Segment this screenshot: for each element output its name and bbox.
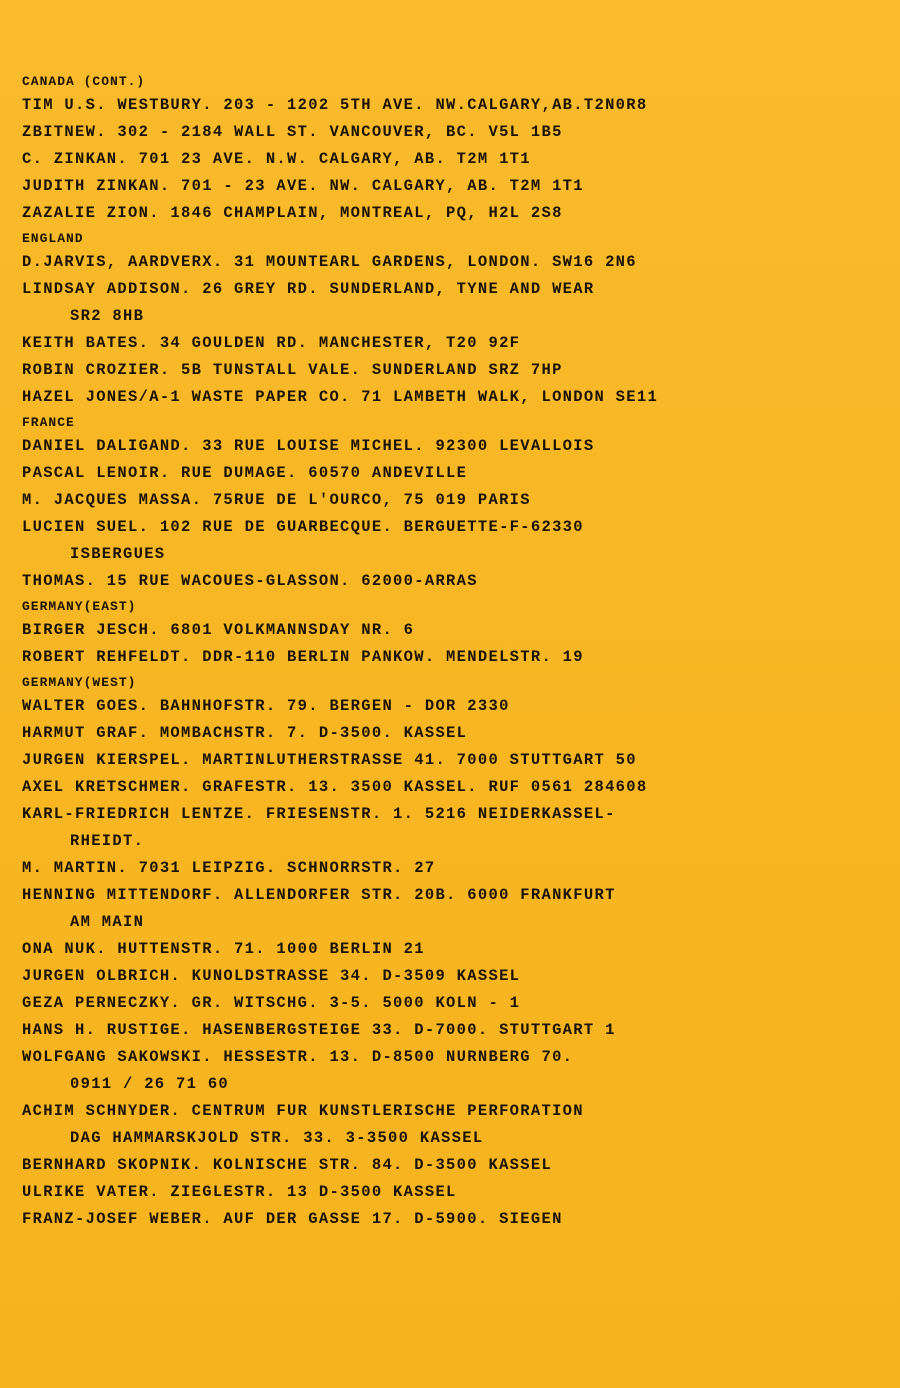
address-line: LINDSAY ADDISON. 26 GREY RD. SUNDERLAND, TYNE AND WEAR xyxy=(22,280,595,298)
address-list xyxy=(22,70,882,1233)
address-entry xyxy=(22,146,882,173)
address-continuation: RHEIDT. xyxy=(70,832,145,850)
address-entry xyxy=(22,774,882,801)
address-entry xyxy=(22,568,882,595)
address-entry xyxy=(22,1044,882,1098)
address-line: ZBITNEW. 302 - 2184 WALL ST. VANCOUVER, BC. V5L 1B5 xyxy=(22,123,563,141)
address-entry xyxy=(22,92,882,119)
address-continuation: AM MAIN xyxy=(70,913,145,931)
address-line: KARL-FRIEDRICH LENTZE. FRIESENSTR. 1. 5216 NEIDERKASSEL- xyxy=(22,805,616,823)
address-continuation: 0911 / 26 71 60 xyxy=(70,1075,230,1093)
address-entry xyxy=(22,119,882,146)
address-entry xyxy=(22,801,882,855)
address-entry xyxy=(22,249,882,276)
address-line: ACHIM SCHNYDER. CENTRUM FUR KUNSTLERISCHE PERFORATION xyxy=(22,1102,584,1120)
address-entry xyxy=(22,644,882,671)
address-line: DANIEL DALIGAND. 33 RUE LOUISE MICHEL. 92300 LEVALLOIS xyxy=(22,437,595,455)
address-line: KEITH BATES. 34 GOULDEN RD. MANCHESTER, T20 92F xyxy=(22,334,521,352)
address-entry xyxy=(22,1179,882,1206)
address-entry xyxy=(22,1098,882,1152)
address-line: JUDITH ZINKAN. 701 - 23 AVE. NW. CALGARY, AB. T2M 1T1 xyxy=(22,177,584,195)
address-entry xyxy=(22,990,882,1017)
country-section xyxy=(22,70,882,227)
country-section xyxy=(22,411,882,595)
country-section xyxy=(22,227,882,411)
country-section xyxy=(22,595,882,671)
address-line: BIRGER JESCH. 6801 VOLKMANNSDAY NR. 6 xyxy=(22,621,415,639)
address-entry xyxy=(22,173,882,200)
address-line: WALTER GOES. BAHNHOFSTR. 79. BERGEN - DOR 2330 xyxy=(22,697,510,715)
address-entry xyxy=(22,200,882,227)
address-entry xyxy=(22,514,882,568)
address-line: HAZEL JONES/A-1 WASTE PAPER CO. 71 LAMBETH WALK, LONDON SE11 xyxy=(22,388,659,406)
address-line: ZAZALIE ZION. 1846 CHAMPLAIN, MONTREAL, PQ, H2L 2S8 xyxy=(22,204,563,222)
address-line: ONA NUK. HUTTENSTR. 71. 1000 BERLIN 21 xyxy=(22,940,425,958)
address-entry xyxy=(22,693,882,720)
address-entry xyxy=(22,276,882,330)
address-line: ROBERT REHFELDT. DDR-110 BERLIN PANKOW. MENDELSTR. 19 xyxy=(22,648,584,666)
address-entry xyxy=(22,433,882,460)
address-line: PASCAL LENOIR. RUE DUMAGE. 60570 ANDEVILLE xyxy=(22,464,468,482)
address-entry xyxy=(22,963,882,990)
address-line: BERNHARD SKOPNIK. KOLNISCHE STR. 84. D-3500 KASSEL xyxy=(22,1156,553,1174)
address-entry xyxy=(22,460,882,487)
address-entry xyxy=(22,330,882,357)
address-entry xyxy=(22,936,882,963)
address-continuation: SR2 8HB xyxy=(70,307,145,325)
country-heading: GERMANY(EAST) xyxy=(22,599,137,614)
address-line: TIM U.S. WESTBURY. 203 - 1202 5TH AVE. NW.CALGARY,AB.T2N0R8 xyxy=(22,96,648,114)
address-entry xyxy=(22,720,882,747)
address-entry xyxy=(22,747,882,774)
address-continuation: ISBERGUES xyxy=(70,545,166,563)
address-line: HANS H. RUSTIGE. HASENBERGSTEIGE 33. D-7000. STUTTGART 1 xyxy=(22,1021,616,1039)
address-line: AXEL KRETSCHMER. GRAFESTR. 13. 3500 KASSEL. RUF 0561 284608 xyxy=(22,778,648,796)
address-continuation: DAG HAMMARSKJOLD STR. 33. 3-3500 KASSEL xyxy=(70,1129,484,1147)
address-line: HARMUT GRAF. MOMBACHSTR. 7. D-3500. KASSEL xyxy=(22,724,468,742)
address-entry xyxy=(22,1206,882,1233)
address-line: LUCIEN SUEL. 102 RUE DE GUARBECQUE. BERGUETTE-F-62330 xyxy=(22,518,584,536)
address-entry xyxy=(22,855,882,882)
address-line: C. ZINKAN. 701 23 AVE. N.W. CALGARY, AB. T2M 1T1 xyxy=(22,150,531,168)
address-entry xyxy=(22,357,882,384)
address-entry xyxy=(22,384,882,411)
address-line: HENNING MITTENDORF. ALLENDORFER STR. 20B. 6000 FRANKFURT xyxy=(22,886,616,904)
address-line: M. MARTIN. 7031 LEIPZIG. SCHNORRSTR. 27 xyxy=(22,859,436,877)
address-line: JURGEN KIERSPEL. MARTINLUTHERSTRASSE 41. 7000 STUTTGART 50 xyxy=(22,751,637,769)
country-heading: FRANCE xyxy=(22,415,75,430)
address-entry xyxy=(22,1152,882,1179)
address-line: ROBIN CROZIER. 5B TUNSTALL VALE. SUNDERLAND SRZ 7HP xyxy=(22,361,563,379)
address-line: THOMAS. 15 RUE WACOUES-GLASSON. 62000-ARRAS xyxy=(22,572,478,590)
address-entry xyxy=(22,487,882,514)
address-entry xyxy=(22,1017,882,1044)
address-line: GEZA PERNECZKY. GR. WITSCHG. 3-5. 5000 KOLN - 1 xyxy=(22,994,521,1012)
country-heading: GERMANY(WEST) xyxy=(22,675,137,690)
address-entry xyxy=(22,882,882,936)
address-line: M. JACQUES MASSA. 75RUE DE L'OURCO, 75 019 PARIS xyxy=(22,491,531,509)
address-entry xyxy=(22,617,882,644)
address-line: D.JARVIS, AARDVERX. 31 MOUNTEARL GARDENS, LONDON. SW16 2N6 xyxy=(22,253,637,271)
country-heading: ENGLAND xyxy=(22,231,84,246)
address-line: FRANZ-JOSEF WEBER. AUF DER GASSE 17. D-5900. SIEGEN xyxy=(22,1210,563,1228)
country-heading: CANADA (CONT.) xyxy=(22,74,146,89)
address-line: JURGEN OLBRICH. KUNOLDSTRASSE 34. D-3509 KASSEL xyxy=(22,967,521,985)
address-line: ULRIKE VATER. ZIEGLESTR. 13 D-3500 KASSEL xyxy=(22,1183,457,1201)
address-line: WOLFGANG SAKOWSKI. HESSESTR. 13. D-8500 NURNBERG 70. xyxy=(22,1048,574,1066)
country-section xyxy=(22,671,882,1233)
